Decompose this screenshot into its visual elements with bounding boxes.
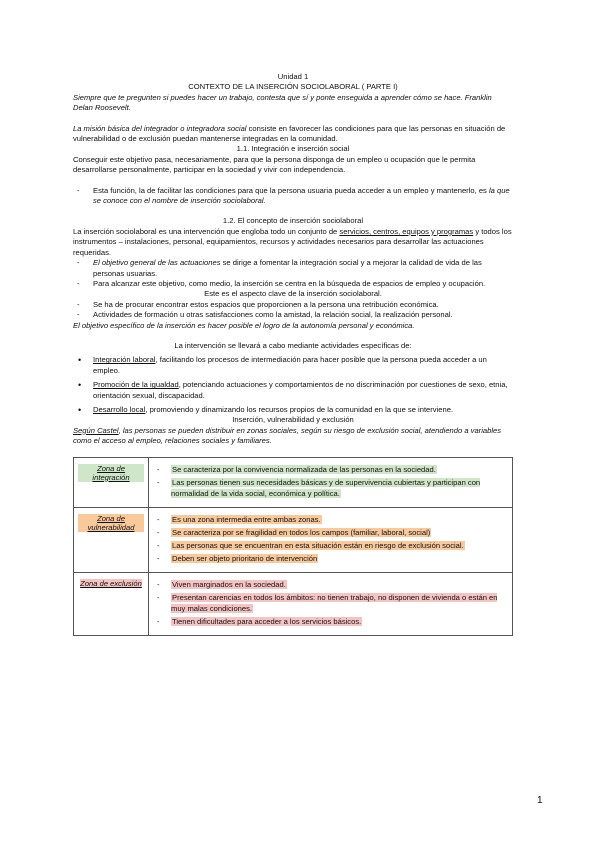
section-1-2-list bbox=[73, 258, 513, 289]
list-item: • Desarrollo local, promoviendo y dinamizando los recursos propios de la comunidad en la que se interviene. bbox=[73, 405, 513, 415]
castel-paragraph: Según Castel, las personas se pueden distribuir en zonas sociales, según su riesgo de exclusión social, atendiendo a variables como el acceso al empleo, relaciones sociales y familiares. bbox=[73, 425, 502, 446]
services-link-text: servicios, centros, equipos y programas bbox=[339, 226, 474, 236]
list-item: - Esta función, la de facilitar las condiciones para que la persona usuaria pueda acceder a un empleo y mantenerlo, es la que se conoce con el nombre de inserción sociolaboral. bbox=[73, 186, 513, 207]
list-item: - El objetivo general de las actuaciones se dirige a fomentar la integración social y a mejorar la calidad de vida de las personas usuarias. bbox=[73, 258, 513, 279]
list-item: - Se caracteriza por se fragilidad en todos los campos (familiar, laboral, social) bbox=[153, 527, 506, 538]
key-aspect: Este es el aspecto clave de la inserción sociolaboral. bbox=[204, 289, 382, 299]
section-1-1-list bbox=[73, 186, 513, 207]
table-row bbox=[74, 457, 513, 507]
intro-paragraph: La misión básica del integrador o integradora social consiste en favorecer las condiciones para que las personas en situación de vulnerabilidad o de exclusión puedan mantenerse integradas en la comunidad. bbox=[73, 123, 506, 144]
specific-objective: El objetivo específico de la inserción es hacer posible el logro de la autonomía personal y económica. bbox=[73, 320, 415, 330]
table-row bbox=[74, 507, 513, 572]
document-title: CONTEXTO DE LA INSERCIÓN SOCIOLABORAL ( PARTE I) bbox=[188, 82, 398, 92]
section-1-1-heading: 1.1. Integración e inserción social bbox=[236, 144, 350, 154]
list-item: - Tienen dificultades para acceder a los servicios básicos. bbox=[153, 616, 506, 627]
section-1-2-heading: 1.2. El concepto de inserción sociolaboral bbox=[222, 216, 364, 226]
list-item: - Se caracteriza por la convivencia normalizada de las personas en la sociedad. bbox=[153, 464, 506, 475]
section-1-2-list-2 bbox=[73, 300, 513, 321]
activities-list bbox=[73, 355, 513, 415]
zone-label: Zona de vulnerabilidad bbox=[78, 514, 144, 532]
list-item: - Es una zona intermedia entre ambas zonas. bbox=[153, 514, 506, 525]
list-item: - Para alcanzar este objetivo, como medio, la inserción se centra en la búsqueda de espacios de empleo y ocupación. bbox=[73, 279, 513, 289]
list-item: • Promoción de la igualdad, potenciando actuaciones y comportamientos de no discriminación por cuestiones de sexo, etnia, orientación sexual, discapacidad. bbox=[73, 380, 513, 401]
section-1-2-paragraph: La inserción sociolaboral es una intervención que engloba todo un conjunto de servicios, centros, equipos y programas y todos los instrumentos – instalaciones, personal, equipamientos, recursos y actividades necesarios para desarrollar las actuaciones requeridas. bbox=[73, 226, 512, 257]
activities-heading: La intervención se llevará a cabo mediante actividades específicas de: bbox=[174, 340, 412, 350]
zone-label: Zona de integración bbox=[78, 464, 144, 482]
zones-table bbox=[73, 457, 513, 636]
list-item: - Las personas tienen sus necesidades básicas y de supervivencia cubiertas y participan con normalidad de la vida social, económica y política. bbox=[153, 477, 506, 499]
list-item: - Actividades de formación u otras satisfacciones como la amistad, la relación social, la realización personal. bbox=[73, 310, 513, 320]
list-item: - Las personas que se encuentran en esta situación están en riesgo de exclusión social. bbox=[153, 540, 506, 551]
zone-label: Zona de exclusión bbox=[80, 578, 142, 588]
list-item: • Integración laboral, facilitando los procesos de intermediación para hacer posible que la persona pueda acceder a un empleo. bbox=[73, 355, 513, 376]
table-row bbox=[74, 572, 513, 635]
section-1-1-paragraph: Conseguir este objetivo pasa, necesariamente, para que la persona disponga de un empleo u ocupación que le permita desarrollarse personalmente, participar en la sociedad y vivir con independencia. bbox=[73, 154, 476, 175]
list-item: - Viven marginados en la sociedad. bbox=[153, 579, 506, 590]
document-page bbox=[73, 72, 513, 636]
unit-label: Unidad 1 bbox=[277, 72, 309, 81]
quote: Siempre que te pregunten si puedes hacer un trabajo, contesta que sí y ponte enseguida a aprender cómo se hace. Franklin Delan Roosevelt. bbox=[73, 92, 492, 113]
page-number: 1 bbox=[537, 795, 543, 806]
list-item: - Se ha de procurar encontrar estos espacios que proporcionen a la persona una retribución económica. bbox=[73, 300, 513, 310]
list-item: - Deben ser objeto prioritario de intervención bbox=[153, 553, 506, 564]
list-item: - Presentan carencias en todos los ámbitos: no tienen trabajo, no disponen de vivienda o están en muy malas condiciones. bbox=[153, 592, 506, 614]
activities-subheading: Inserción, vulnerabilidad y exclusión bbox=[232, 415, 354, 425]
